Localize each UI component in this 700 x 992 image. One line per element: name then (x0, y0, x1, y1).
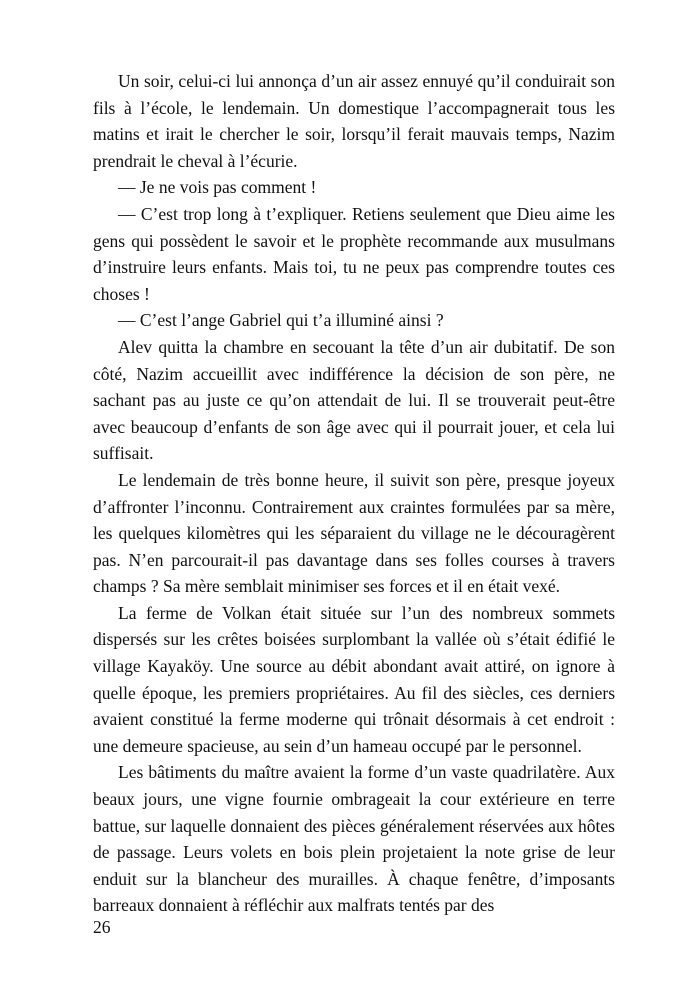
page-number: 26 (93, 917, 111, 937)
paragraph: La ferme de Volkan était située sur l’un des nombreux sommets dispersés sur les crêtes boisées surplombant la vallée où s’était édifié le village Kayaköy. Une source au débit abondant avait attiré, on ignore à quelle époque, les premiers propriétaires. Au fil des siècles, ces derniers avaient constitué la ferme moderne qui trônait désormais à cet endroit : une demeure spacieuse, au sein d’un hameau occupé par le personnel. (93, 602, 615, 756)
dialogue-line: — Je ne vois pas comment ! (118, 177, 317, 198)
dialogue-line: — C’est trop long à t’expliquer. Retiens seulement que Dieu aime les gens qui possèdent le savoir et le prophète recommande aux musulmans d’instruire leurs enfants. Mais toi, tu ne peux pas comprendre toutes ces choses ! (93, 203, 615, 304)
paragraph: Alev quitta la chambre en secouant la tête d’un air dubitatif. De son côté, Nazim accueillit avec indifférence la décision de son père, ne sachant pas au juste ce qu’on attendait de lui. Il se trouverait peut-être avec beaucoup d’enfants de son âge avec qui il pourrait jouer, et cela lui suffisait. (93, 336, 615, 464)
body-text (93, 68, 615, 919)
paragraph: Le lendemain de très bonne heure, il suivit son père, presque joyeux d’affronter l’inconnu. Contrairement aux craintes formulées par sa mère, les quelques kilomètres qui les séparaient du village ne le découragèrent pas. N’en parcourait-il pas davantage dans ses folles courses à travers champs ? Sa mère semblait minimiser ses forces et il en était vexé. (93, 469, 615, 597)
dialogue-line: — C’est l’ange Gabriel qui t’a illuminé ainsi ? (118, 310, 444, 331)
paragraph: Les bâtiments du maître avaient la forme d’un vaste quadrilatère. Aux beaux jours, une vigne fournie ombrageait la cour extérieure en terre battue, sur laquelle donnaient des pièces généralement réservées aux hôtes de passage. Leurs volets en bois plein projetaient la note grise de leur enduit sur la blancheur des murailles. À chaque fenêtre, d’imposants barreaux donnaient à réfléchir aux malfrats tentés par des (93, 762, 615, 916)
paragraph: Un soir, celui-ci lui annonça d’un air assez ennuyé qu’il conduirait son fils à l’école, le lendemain. Un domestique l’accompagnerait tous les matins et irait le chercher le soir, lorsqu’il ferait mauvais temps, Nazim prendrait le cheval à l’écurie. (93, 71, 615, 171)
